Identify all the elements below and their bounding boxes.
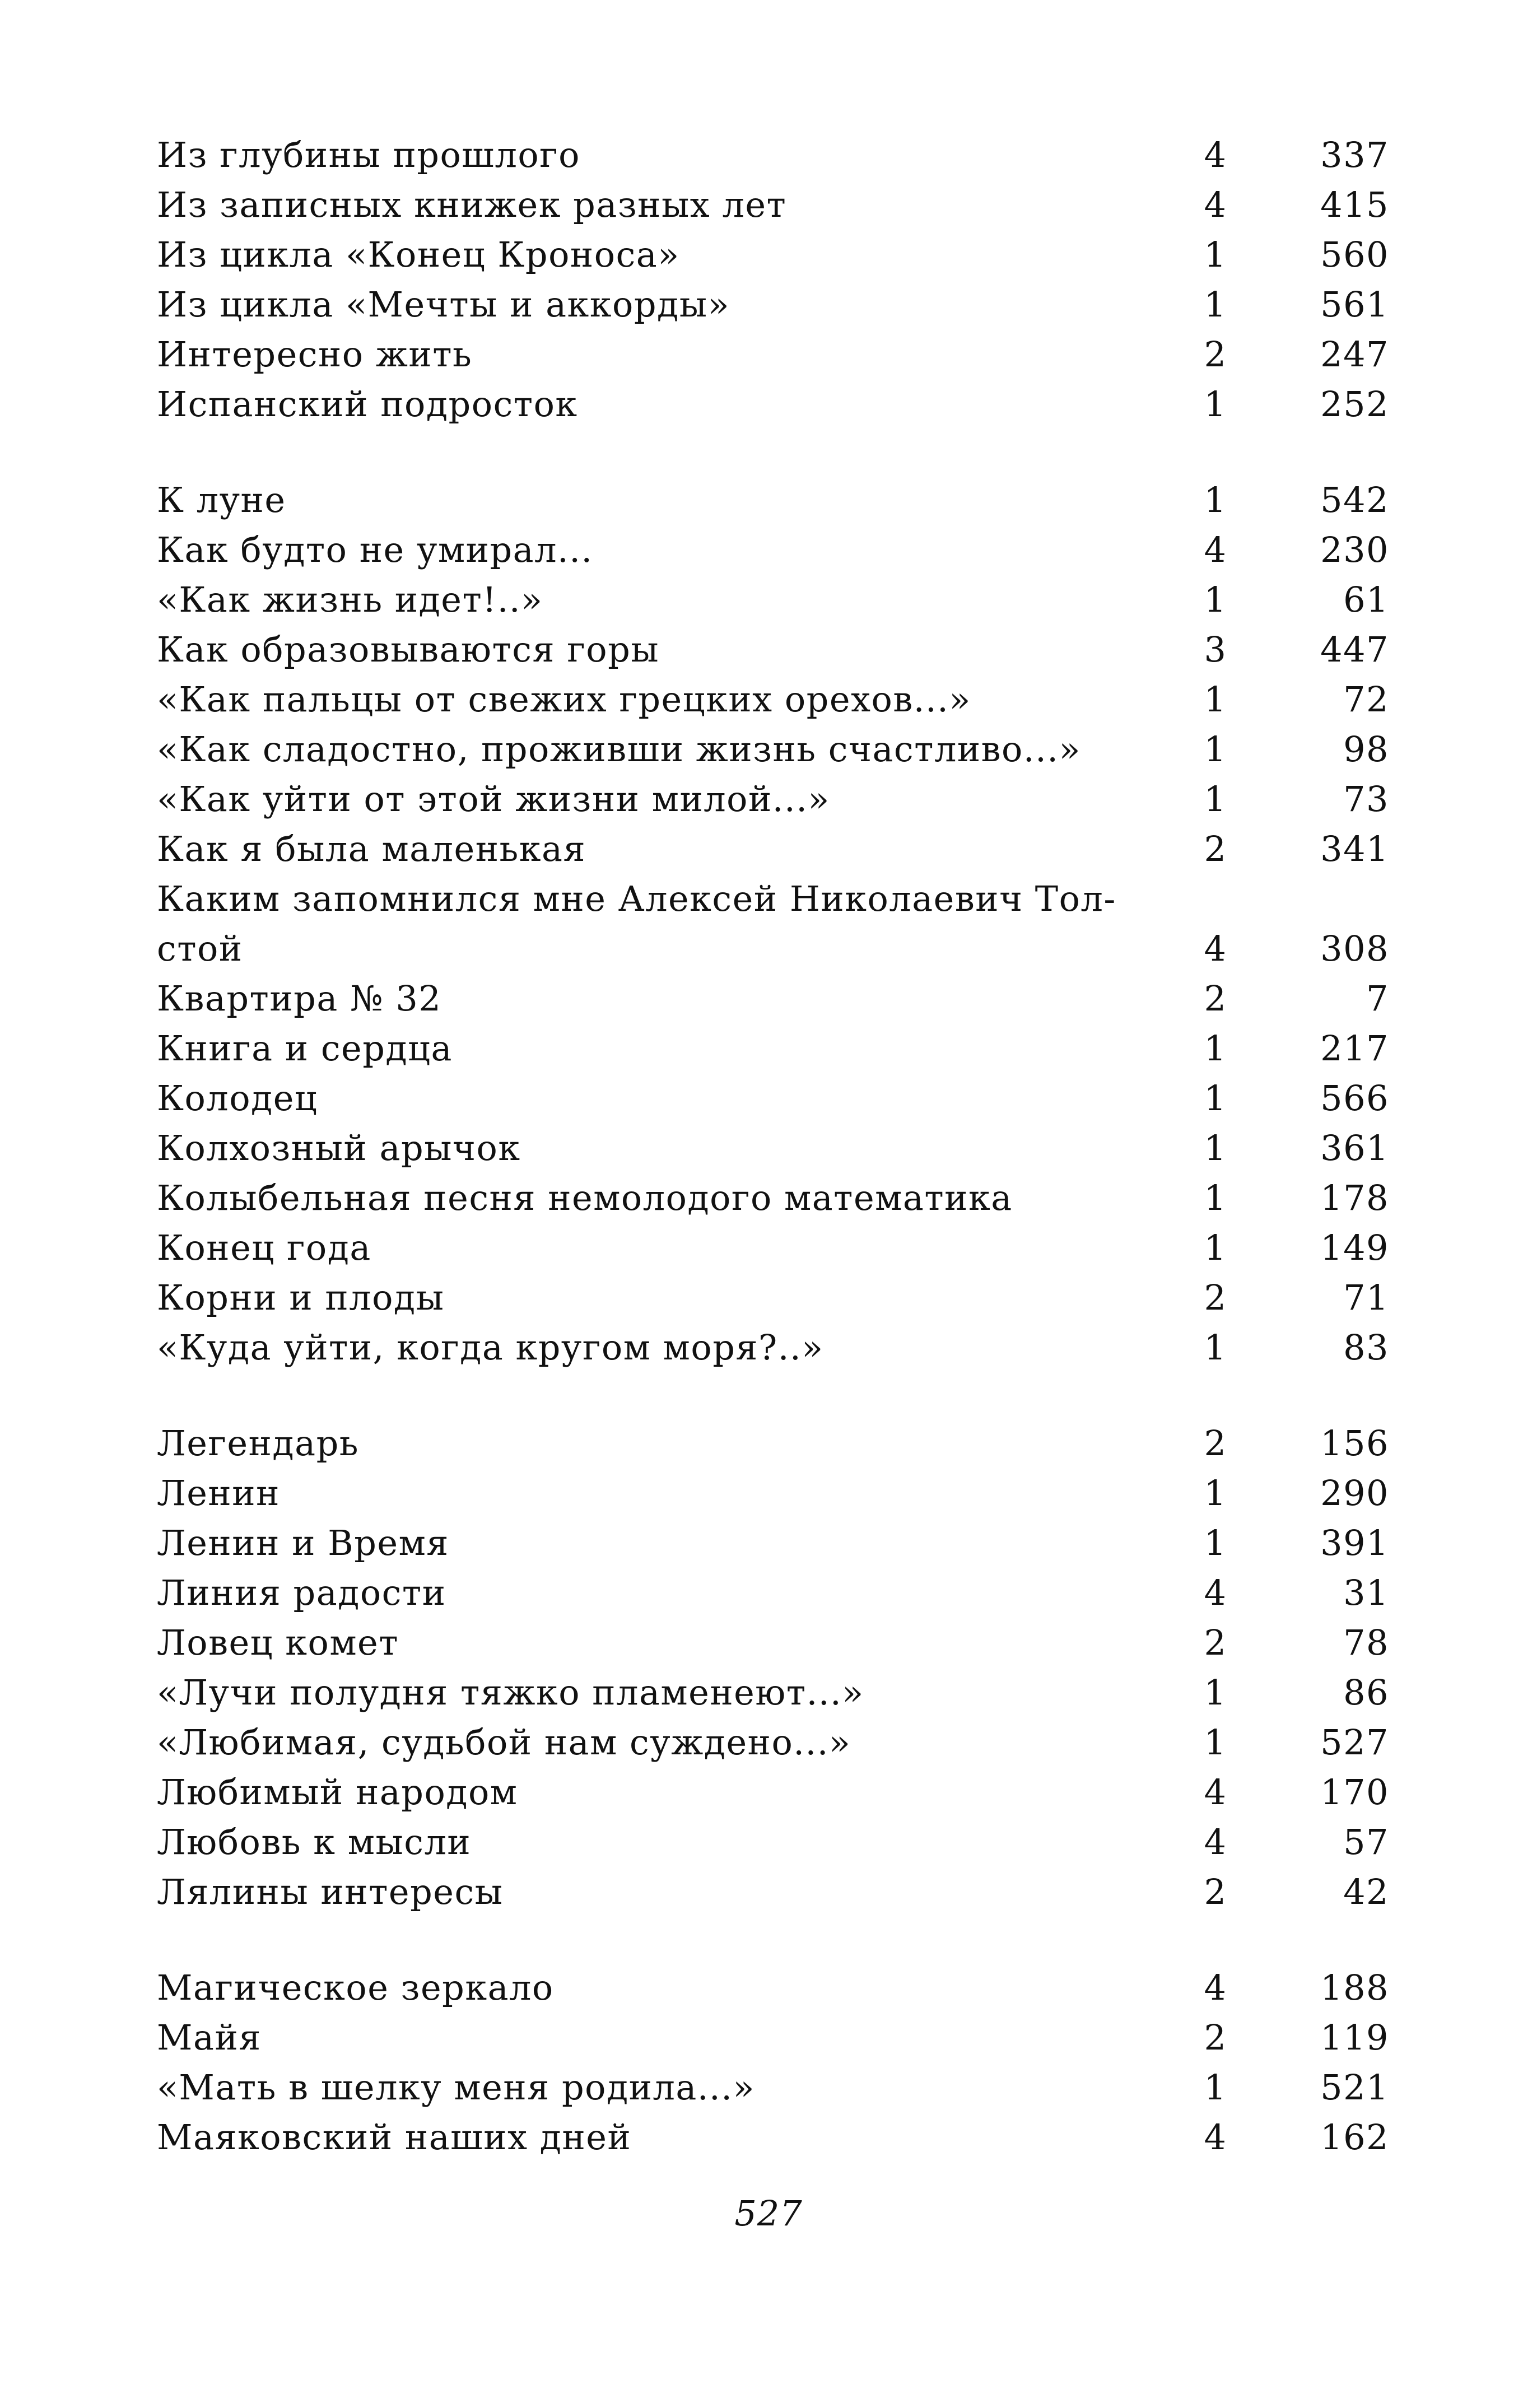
index-entry <box>157 329 1389 379</box>
index-entry <box>157 130 1389 180</box>
entry-page: 86 <box>1343 1672 1389 1713</box>
entry-page: 149 <box>1320 1227 1389 1268</box>
entry-page: 561 <box>1320 284 1389 325</box>
entry-volume: 4 <box>1204 928 1227 969</box>
entry-title: Испанский подросток <box>157 384 578 425</box>
entry-title: Из цикла «Конец Кроноса» <box>157 234 680 275</box>
entry-title: Маяковский наших дней <box>157 2117 632 2158</box>
entry-volume: 4 <box>1204 1772 1227 1813</box>
page-number: 527 <box>734 2193 803 2234</box>
entry-page: 98 <box>1343 729 1389 770</box>
entry-volume: 4 <box>1204 2117 1227 2158</box>
entry-volume: 1 <box>1204 1522 1227 1563</box>
entry-page: 78 <box>1343 1622 1389 1663</box>
entry-title: «Любимая, судьбой нам суждено...» <box>157 1722 851 1763</box>
entry-title: «Мать в шелку меня родила...» <box>157 2067 755 2108</box>
entry-title: Как я была маленькая <box>157 828 586 869</box>
index-entry <box>157 475 1389 525</box>
entry-page: 391 <box>1320 1522 1389 1563</box>
entry-volume: 4 <box>1204 1822 1227 1862</box>
entry-volume: 1 <box>1204 479 1227 520</box>
entry-title: Ленин и Время <box>157 1522 449 1563</box>
entry-title: Из записных книжек разных лет <box>157 184 787 225</box>
entry-page: 31 <box>1343 1572 1389 1613</box>
entry-volume: 1 <box>1204 2067 1227 2108</box>
index-entry <box>157 1717 1389 1767</box>
index-entry <box>157 1867 1389 1917</box>
entry-page: 230 <box>1320 529 1389 570</box>
entry-title: Легендарь <box>157 1423 360 1464</box>
entry-page: 361 <box>1320 1128 1389 1168</box>
index-entry <box>157 1668 1389 1717</box>
entry-volume: 1 <box>1204 1128 1227 1168</box>
index-entry <box>157 1173 1389 1223</box>
entry-page: 7 <box>1366 978 1389 1019</box>
index-entry <box>157 1223 1389 1273</box>
index-entry <box>157 1817 1389 1867</box>
entry-volume: 4 <box>1204 1572 1227 1613</box>
entry-page: 61 <box>1343 579 1389 620</box>
entry-title: Колхозный арычок <box>157 1128 521 1168</box>
entry-title: Любимый народом <box>157 1772 518 1813</box>
entry-volume: 2 <box>1204 828 1227 869</box>
index-entry <box>157 2112 1389 2162</box>
index-entry <box>157 1963 1389 2013</box>
entry-page: 521 <box>1320 2067 1389 2108</box>
index-entry <box>157 724 1389 774</box>
entry-page: 527 <box>1320 1722 1389 1763</box>
index-group <box>157 1418 1389 1917</box>
entry-volume: 2 <box>1204 1277 1227 1318</box>
entry-volume: 2 <box>1204 334 1227 375</box>
entry-title: Квартира № 32 <box>157 978 442 1019</box>
entry-page: 83 <box>1343 1327 1389 1368</box>
index-entry <box>157 674 1389 724</box>
entry-title: Как образовываются горы <box>157 629 660 670</box>
entry-title: «Как уйти от этой жизни милой...» <box>157 779 830 819</box>
index-group <box>157 130 1389 429</box>
index-entry <box>157 379 1389 429</box>
index-entry <box>157 1468 1389 1518</box>
entry-page: 57 <box>1343 1822 1389 1862</box>
index-entry <box>157 1418 1389 1468</box>
entry-page: 542 <box>1320 479 1389 520</box>
entry-page: 447 <box>1320 629 1389 670</box>
entry-title: К луне <box>157 479 286 520</box>
entry-title: Колыбельная песня немолодого математика <box>157 1177 1013 1218</box>
entry-title: Конец года <box>157 1227 371 1268</box>
index-entry <box>157 1518 1389 1568</box>
entry-title: Колодец <box>157 1078 318 1119</box>
index-group <box>157 475 1389 1372</box>
entry-title: Из цикла «Мечты и аккорды» <box>157 284 730 325</box>
index-entry <box>157 280 1389 329</box>
entry-page: 156 <box>1320 1423 1389 1464</box>
entry-title: Ловец комет <box>157 1622 399 1663</box>
index-entry <box>157 1273 1389 1322</box>
index-entry <box>157 1023 1389 1073</box>
entry-page: 290 <box>1320 1473 1389 1513</box>
entry-volume: 2 <box>1204 1423 1227 1464</box>
entry-page: 162 <box>1320 2117 1389 2158</box>
entry-volume: 2 <box>1204 978 1227 1019</box>
entry-volume: 2 <box>1204 1871 1227 1912</box>
entry-page: 566 <box>1320 1078 1389 1119</box>
entry-title: Как будто не умирал... <box>157 529 593 570</box>
index-entry <box>157 1123 1389 1173</box>
index-group <box>157 1963 1389 2162</box>
index-entry <box>157 1322 1389 1372</box>
entry-volume: 1 <box>1204 1722 1227 1763</box>
entry-title: Каким запомнился мне Алексей Николаевич Тол- стой <box>157 878 1116 969</box>
entry-volume: 4 <box>1204 184 1227 225</box>
index-entry <box>157 1568 1389 1618</box>
entry-title: «Как сладостно, проживши жизнь счастливо...» <box>157 729 1081 770</box>
entry-volume: 1 <box>1204 729 1227 770</box>
entry-volume: 4 <box>1204 1967 1227 2008</box>
entry-volume: 1 <box>1204 1028 1227 1069</box>
entry-volume: 2 <box>1204 1622 1227 1663</box>
entry-page: 308 <box>1320 928 1389 969</box>
entry-volume: 1 <box>1204 679 1227 720</box>
entry-volume: 1 <box>1204 234 1227 275</box>
index-entry <box>157 1618 1389 1668</box>
entry-page: 337 <box>1320 134 1389 175</box>
entry-volume: 1 <box>1204 384 1227 425</box>
index-entry <box>157 974 1389 1023</box>
entry-page: 341 <box>1320 828 1389 869</box>
entry-page: 119 <box>1320 2017 1389 2058</box>
index-entry <box>157 575 1389 625</box>
entry-volume: 1 <box>1204 1227 1227 1268</box>
entry-title: Лялины интересы <box>157 1871 504 1912</box>
entry-page: 415 <box>1320 184 1389 225</box>
index-entry <box>157 2062 1389 2112</box>
entry-volume: 3 <box>1204 629 1227 670</box>
index-entry <box>157 625 1389 674</box>
entry-title: Корни и плоды <box>157 1277 445 1318</box>
index-page <box>157 130 1389 2162</box>
index-entry <box>157 1073 1389 1123</box>
entry-title: Магическое зеркало <box>157 1967 554 2008</box>
entry-title: Линия радости <box>157 1572 446 1613</box>
index-entry <box>157 874 1389 974</box>
index-entry <box>157 2013 1389 2062</box>
entry-title: «Куда уйти, когда кругом моря?..» <box>157 1327 824 1368</box>
entry-page: 170 <box>1320 1772 1389 1813</box>
index-entry <box>157 774 1389 824</box>
entry-title: «Как жизнь идет!..» <box>157 579 543 620</box>
entry-title: «Как пальцы от свежих грецких орехов...» <box>157 679 971 720</box>
entry-page: 217 <box>1320 1028 1389 1069</box>
entry-volume: 1 <box>1204 1078 1227 1119</box>
entry-title: Любовь к мысли <box>157 1822 472 1862</box>
entry-title: Майя <box>157 2017 262 2058</box>
entry-page: 72 <box>1343 679 1389 720</box>
index-entry <box>157 824 1389 874</box>
index-entry <box>157 180 1389 230</box>
entry-volume: 1 <box>1204 1672 1227 1713</box>
entry-volume: 4 <box>1204 134 1227 175</box>
entry-page: 560 <box>1320 234 1389 275</box>
entry-page: 247 <box>1320 334 1389 375</box>
entry-page: 178 <box>1320 1177 1389 1218</box>
entry-volume: 1 <box>1204 779 1227 819</box>
entry-volume: 4 <box>1204 529 1227 570</box>
entry-page: 73 <box>1343 779 1389 819</box>
entry-title: Интересно жить <box>157 334 473 375</box>
entry-volume: 1 <box>1204 1177 1227 1218</box>
entry-title: Книга и сердца <box>157 1028 453 1069</box>
entry-volume: 2 <box>1204 2017 1227 2058</box>
entry-title: Ленин <box>157 1473 280 1513</box>
entry-title: «Лучи полудня тяжко пламенеют...» <box>157 1672 864 1713</box>
entry-page: 188 <box>1320 1967 1389 2008</box>
entry-title: Из глубины прошлого <box>157 134 580 175</box>
entry-volume: 1 <box>1204 579 1227 620</box>
entry-volume: 1 <box>1204 1473 1227 1513</box>
entry-volume: 1 <box>1204 1327 1227 1368</box>
index-entry <box>157 525 1389 575</box>
index-entry <box>157 230 1389 280</box>
entry-page: 71 <box>1343 1277 1389 1318</box>
index-entry <box>157 1767 1389 1817</box>
entry-page: 252 <box>1320 384 1389 425</box>
entry-volume: 1 <box>1204 284 1227 325</box>
entry-page: 42 <box>1343 1871 1389 1912</box>
